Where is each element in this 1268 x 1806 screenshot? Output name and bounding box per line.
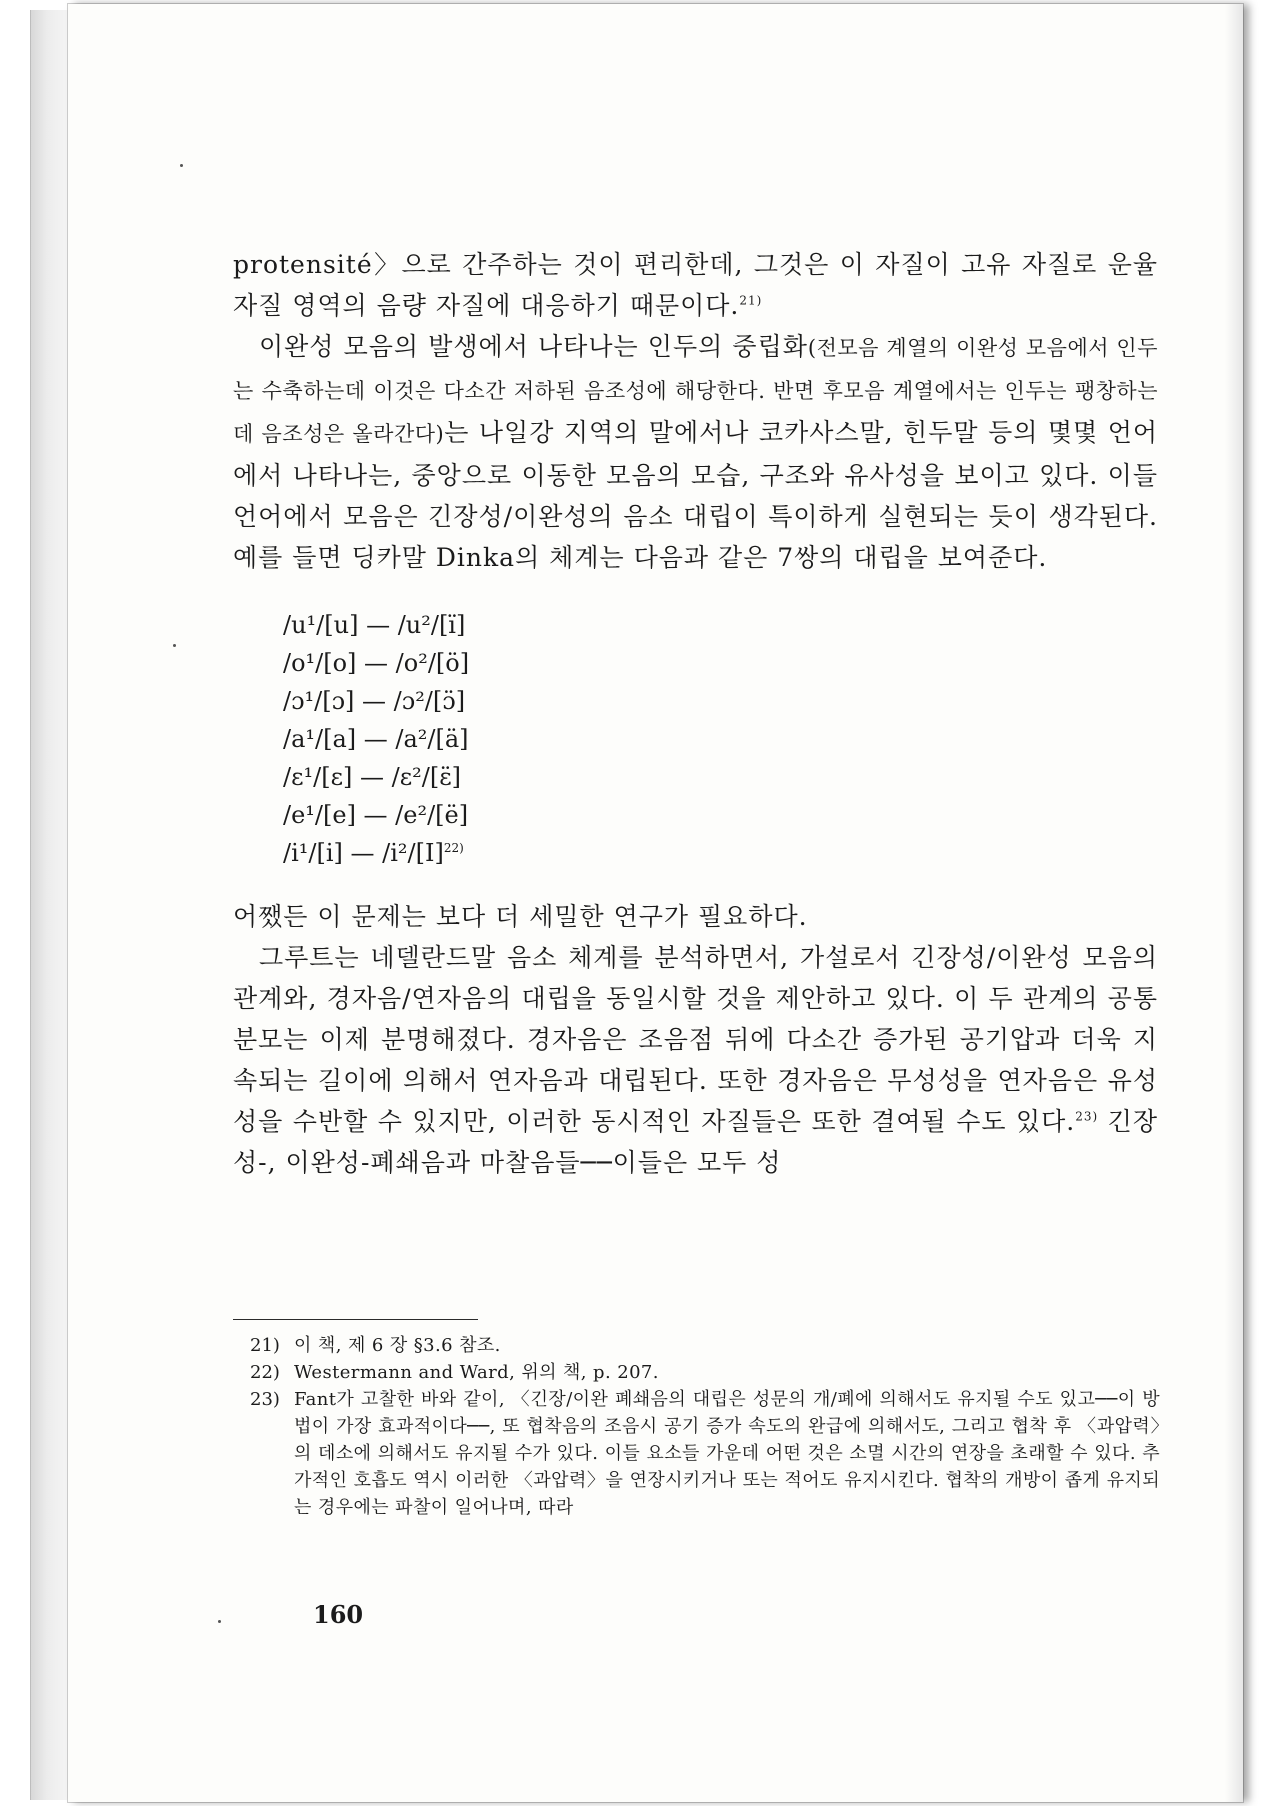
vowel-pair-text: /ɛ¹/[ɛ] — /ɛ²/[ɛ̈]: [283, 763, 462, 791]
vowel-pair: [283, 758, 1158, 796]
footnote-text: Westermann and Ward, 위의 책, p. 207.: [294, 1362, 659, 1383]
footnote: [250, 1332, 1160, 1359]
footnotes: [250, 1332, 1160, 1521]
paragraph-text: 어쨌든 이 문제는 보다 더 세밀한 연구가 필요하다.: [233, 902, 808, 931]
vowel-pair-text: /e¹/[e] — /e²/[ë]: [283, 801, 469, 829]
paragraph-text: 그루트는 네델란드말 음소 체계를 분석하면서, 가설로서 긴장성/이완성 모음의 관계와, 경자음/연자음의 대립을 동일시할 것을 제안하고 있다. 이 두 관계의 공통분모는 이제 분명해졌다. 경자음은 조음점 뒤에 다소간 증가된 공기압과 더욱 지속되는 길이에 의해서 연자음과 대립된다. 또한 경자음은 무성성을 연자음은 유성성을 수반할 수 있지만, 이러한 동시적인 자질들은 또한 결여될 수도 있다.: [233, 943, 1158, 1136]
vowel-pair: [283, 796, 1158, 834]
paragraph-text: 이완성 모음의 발생에서 나타나는 인두의 중립화: [259, 332, 808, 361]
vowel-pair-text: /i¹/[i] — /i²/[I]: [283, 839, 444, 867]
main-text: [233, 244, 1158, 1183]
page-number: 160: [313, 1600, 364, 1629]
paragraph-text: 는 나일강 지역의 말에서나 코카사스말, 힌두말 등의 몇몇 언어에서 나타나는, 중앙으로 이동한 모음의 모습, 구조와 유사성을 보이고 있다. 이들 언어에서 모음은 긴장성/이완성의 음소 대립이 특이하게 실현되는 듯이 생각된다. 예를 들면 딩카말 Dinka의 체계는 다음과 같은 7쌍의 대립을 보여준다.: [233, 418, 1158, 572]
paragraph-gruet: [233, 937, 1158, 1183]
vowel-pair-text: /ɔ¹/[ɔ] — /ɔ²/[ɔ̈]: [283, 687, 466, 715]
footnote-number: 22): [250, 1362, 280, 1383]
footnote-text: 이 책, 제 6 장 §3.6 참조.: [294, 1335, 501, 1356]
paragraph-further-research: [233, 896, 1158, 937]
print-speck: [180, 164, 183, 167]
book-spine-edge: [30, 10, 71, 1800]
vowel-pair: [283, 644, 1158, 682]
footnote-text: Fant가 고찰한 바와 같이, 〈긴장/이완 폐쇄음의 대립은 성문의 개/폐에 의해서도 유지될 수도 있고──이 방법이 가장 효과적이다──, 또 협착음의 조음시 공기 증가 속도의 완급에 의해서도, 그리고 협착 후 〈과압력〉의 데소에 의해서도 유지될 수가 있다. 이들 요소들 가운데 어떤 것은 소멸 시간의 연장을 초래할 수 있다. 추가적인 호흡도 역시 이러한 〈과압력〉을 연장시키거나 또는 적어도 유지시킨다. 협착의 개방이 좁게 유지되는 경우에는 파찰이 일어나며, 따라: [294, 1389, 1160, 1518]
footnote-number: 21): [250, 1335, 280, 1356]
footnote-ref-21: 21): [739, 293, 763, 308]
print-speck: [218, 1620, 221, 1623]
footnote: [250, 1386, 1160, 1521]
vowel-pair: [283, 682, 1158, 720]
vowel-pair: [283, 834, 1158, 872]
vowel-pair-text: /a¹/[a] — /a²/[ä]: [283, 725, 469, 753]
footnote-ref-22: 22): [443, 841, 464, 855]
vowel-pair: [283, 720, 1158, 758]
vowel-pair-text: /u¹/[u] — /u²/[ï]: [283, 611, 466, 639]
book-page: [68, 4, 1243, 1802]
vowel-pair: [283, 606, 1158, 644]
footnote: [250, 1359, 1160, 1386]
print-speck: [173, 644, 176, 647]
page-edge-shadow: [1225, 4, 1243, 1802]
footnote-number: 23): [250, 1389, 280, 1410]
paragraph-text: 긴장성-, 이완성-폐쇄음과 마찰음들──이들은 모두 성: [233, 1107, 1159, 1177]
parenthetical-note: (전모음 계열의 이완성 모음에서 인두는 수축하는데 이것은 다소간 저하된 음조성에 해당한다. 반면 후모음 계열에서는 인두는 팽창하는데 음조성은 올라간다): [233, 336, 1158, 446]
footnote-divider: [233, 1319, 478, 1320]
vowel-pair-list: [283, 606, 1158, 872]
paragraph-text: protensité〉으로 간주하는 것이 편리한데, 그것은 이 자질이 고유 자질로 운율 자질 영역의 음량 자질에 대응하기 때문이다.: [233, 250, 1158, 320]
paragraph-lax-vowels: [233, 326, 1158, 578]
footnote-ref-23: 23): [1075, 1109, 1099, 1124]
paragraph-continuation: [233, 244, 1158, 326]
vowel-pair-text: /o¹/[o] — /o²/[ö]: [283, 649, 470, 677]
